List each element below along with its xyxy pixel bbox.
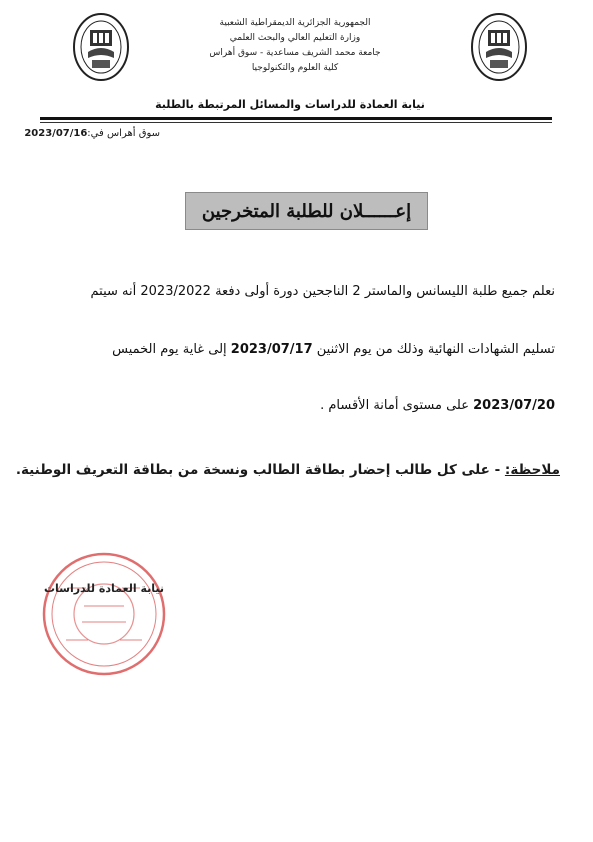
university-logo-right <box>470 12 528 82</box>
place-label: سوق أهراس في: <box>87 128 160 139</box>
university-logo-left <box>72 12 130 82</box>
academic-year: 2023/2022 <box>140 284 211 299</box>
body-paragraph-1 <box>45 284 555 299</box>
para3-text: على مستوى أمانة الأقسام . <box>320 398 474 413</box>
header-line-republic: الجمهورية الجزائرية الديمقراطية الشعبية <box>219 18 371 28</box>
signature-text: نيابة العمادة للدراسات <box>43 582 164 595</box>
body-paragraph-2 <box>45 342 555 357</box>
end-date: 2023/07/20 <box>473 398 555 413</box>
para2-text-end: إلى غاية يوم الخميس <box>112 342 231 357</box>
university-emblem-icon <box>470 12 528 82</box>
institution-header <box>190 16 400 76</box>
announcement-title <box>185 192 428 230</box>
body-paragraph-3 <box>45 398 555 413</box>
header-divider <box>40 117 552 120</box>
place-date <box>24 128 160 139</box>
header-line-university: جامعة محمد الشريف مساعدية - سوق أهراس <box>209 48 381 58</box>
note <box>15 462 560 478</box>
header-divider-thin <box>40 122 552 123</box>
note-label: ملاحظة: <box>504 462 560 478</box>
official-stamp <box>38 548 170 680</box>
stamp-seal-icon <box>38 548 170 680</box>
university-emblem-icon <box>72 12 130 82</box>
para2-text: تسليم الشهادات النهائية وذلك من يوم الاثنين <box>312 342 555 357</box>
para1-text: نعلم جميع طلبة الليسانس والماستر 2 الناجحين دورة أولى دفعة <box>210 284 555 299</box>
document-date: 2023/07/16 <box>24 128 88 139</box>
office-title: نيابة العمادة للدراسات والمسائل المرتبطة بالطلبة <box>155 98 425 111</box>
announcement-title-text: إعــــــلان للطلبة المتخرجين <box>201 200 412 222</box>
note-text: - على كل طالب إحضار بطاقة الطالب ونسخة من بطاقة التعريف الوطنية. <box>15 462 505 478</box>
header-line-faculty: كلية العلوم والتكنولوجيا <box>251 63 339 73</box>
start-date: 2023/07/17 <box>230 342 313 357</box>
para1-text-end: أنه سيتم <box>90 284 141 299</box>
header-line-ministry: وزارة التعليم العالي والبحث العلمي <box>229 33 361 43</box>
